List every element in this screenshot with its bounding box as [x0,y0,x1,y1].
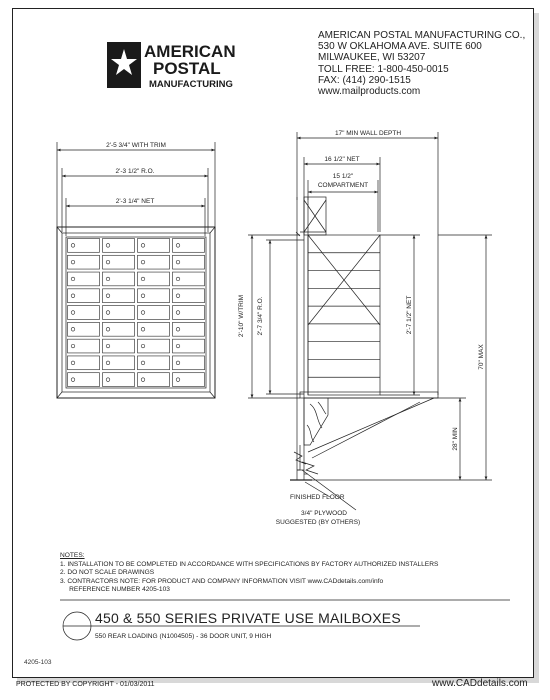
mailbox-door [68,255,100,269]
lock-icon [106,378,110,382]
drawing-title: 450 & 550 SERIES PRIVATE USE MAILBOXES [95,610,401,626]
mailbox-door [138,356,170,370]
mailbox-door [68,356,100,370]
logo-line3: MANUFACTURING [149,79,233,90]
dim-compartment-1: 15 1/2" [332,173,354,180]
dim-compartment-2: COMPARTMENT [317,182,369,189]
dim-min: 28" MIN [452,427,459,451]
lock-icon [176,244,180,248]
dim-net: 2'-3 1/4" NET [115,198,155,205]
mailbox-door [103,322,135,336]
company-website: www.mailproducts.com [318,86,421,98]
company-tollfree: TOLL FREE: 1-800-450-0015 [318,63,449,75]
mailbox-door [138,239,170,253]
notes-block [60,552,438,595]
lock-icon [141,311,145,315]
lock-icon [106,260,110,264]
lock-icon [141,378,145,382]
lock-icon [71,378,75,382]
lock-icon [176,260,180,264]
mailbox-door [173,239,205,253]
lock-icon [106,277,110,281]
lock-icon [176,361,180,365]
mailbox-door [173,339,205,353]
mailbox-door [103,272,135,286]
mailbox-door [103,306,135,320]
lock-icon [141,327,145,331]
mailbox-door [138,272,170,286]
mailbox-door [173,306,205,320]
mailbox-door [173,373,205,387]
mailbox-door [103,356,135,370]
mailbox-door [173,356,205,370]
dim-height-trim: 2'-10" W/TRIM [238,294,245,338]
logo-line1: AMERICAN [144,42,236,61]
mailbox-door [138,322,170,336]
label-plywood-1: 3/4" PLYWOOD [301,510,347,517]
lock-icon [141,344,145,348]
lock-icon [176,327,180,331]
lock-icon [141,294,145,298]
mailbox-door [138,255,170,269]
dim-height-ro: 2'-7 3/4" R.O. [257,296,264,336]
mailbox-door [103,239,135,253]
lock-icon [71,361,75,365]
lock-icon [141,244,145,248]
logo-line2: POSTAL [153,59,221,78]
dim-height-net: 2'-7 1/2" NET [406,295,413,335]
label-finished-floor: FINISHED FLOOR [290,494,345,501]
lock-icon [176,344,180,348]
mailbox-door [173,289,205,303]
lock-icon [71,244,75,248]
mailbox-door [103,373,135,387]
note-1: 1. INSTALLATION TO BE COMPLETED IN ACCORDANCE WITH SPECIFICATIONS BY FACTORY AUTHORIZED INSTALLERS [60,560,439,568]
drawing-subtitle: 550 REAR LOADING (N1004505) - 36 DOOR UNIT, 9 HIGH [95,633,272,640]
company-name: AMERICAN POSTAL MANUFACTURING CO., [318,30,526,41]
door-grid [68,239,205,387]
mailbox-door [68,239,100,253]
mailbox-door [68,289,100,303]
lock-icon [106,294,110,298]
lock-icon [71,344,75,348]
note-3: 3. CONTRACTORS NOTE: FOR PRODUCT AND COMPANY INFORMATION VISIT www.CADdetails.com/info [60,577,384,585]
mailbox-door [68,373,100,387]
lock-icon [176,294,180,298]
company-city: MILWAUKEE, WI 53207 [318,52,426,64]
dim-with-trim: 2'-5 3/4" WITH TRIM [106,142,166,149]
notes-heading: NOTES: [60,552,85,559]
lock-icon [71,294,75,298]
reference-number: 4205-103 [24,659,52,666]
dim-max: 70" MAX [478,344,485,370]
caddetails-link[interactable]: www.CADdetails.com [432,678,528,689]
mailbox-door [173,322,205,336]
mailbox-door [138,339,170,353]
mailbox-door [103,289,135,303]
mailbox-door [103,339,135,353]
mailbox-door [68,272,100,286]
lock-icon [106,327,110,331]
lock-icon [71,260,75,264]
mailbox-door [138,306,170,320]
dim-ro: 2'-3 1/2" R.O. [115,168,155,175]
lock-icon [106,311,110,315]
copyright-text: PROTECTED BY COPYRIGHT - 01/03/2011 [16,681,155,688]
lock-icon [176,378,180,382]
mailbox-door [173,255,205,269]
mailbox-door [138,373,170,387]
lock-icon [71,311,75,315]
company-fax: FAX: (414) 290-1515 [318,74,411,86]
label-plywood-2: SUGGESTED (BY OTHERS) [275,519,361,526]
lock-icon [176,277,180,281]
lock-icon [141,277,145,281]
mailbox-door [68,322,100,336]
note-2: 2. DO NOT SCALE DRAWINGS [60,569,155,577]
lock-icon [106,244,110,248]
mailbox-door [103,255,135,269]
dim-wall-depth: 17" MIN WALL DEPTH [334,130,402,137]
front-view [57,142,215,398]
lock-icon [176,311,180,315]
lock-icon [71,327,75,331]
company-address: 530 W OKLAHOMA AVE. SUITE 600 [318,41,482,53]
lock-icon [106,361,110,365]
dim-net-depth: 16 1/2" NET [324,156,360,163]
note-3-ref: REFERENCE NUMBER 4205-103 [60,586,170,594]
lock-icon [141,260,145,264]
mailbox-door [68,339,100,353]
side-view [248,132,492,510]
mailbox-door [173,272,205,286]
side-dimension-labels [238,130,485,526]
front-dimension-labels [106,142,166,205]
lock-icon [106,344,110,348]
mailbox-door [138,289,170,303]
lock-icon [141,361,145,365]
lock-icon [71,277,75,281]
mailbox-door [68,306,100,320]
